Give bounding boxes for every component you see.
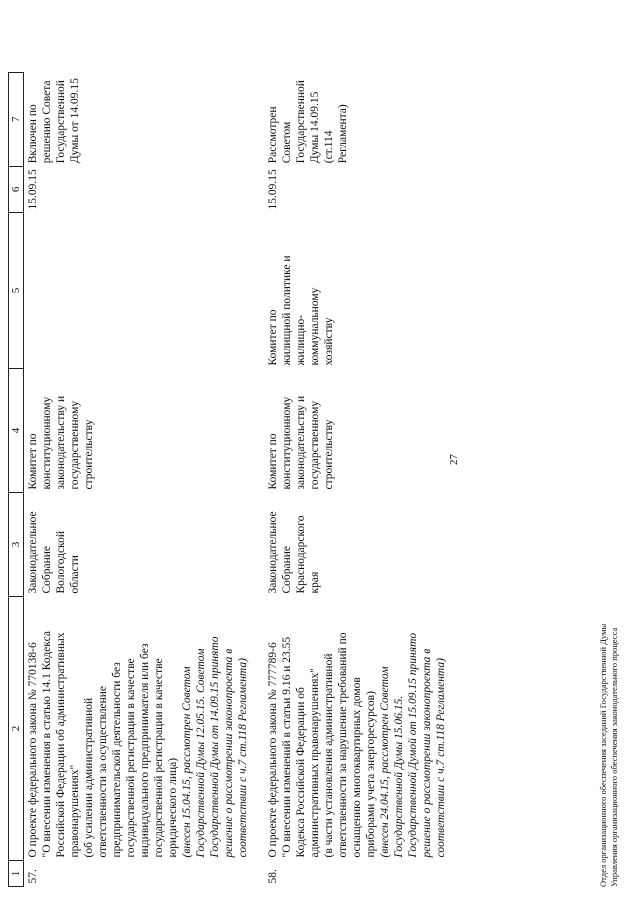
status-cell bbox=[24, 72, 253, 166]
bill-title-line: "О внесении изменений в статьи 9.16 и 23.55 bbox=[281, 636, 293, 858]
initiator-cell bbox=[264, 493, 450, 597]
status-line: (ст.114 Регламента) bbox=[323, 104, 349, 164]
column-header-2: 2 bbox=[9, 597, 24, 861]
footer-department bbox=[598, 624, 620, 887]
bill-title-cell bbox=[264, 597, 450, 861]
committee-line: конституционному bbox=[281, 396, 293, 490]
row-spacer bbox=[252, 72, 264, 886]
bill-title-line: ответственности за осуществление bbox=[97, 685, 109, 858]
initiator-line: Собрание bbox=[281, 545, 293, 594]
page-number: 27 bbox=[448, 454, 460, 465]
committee-line: Комитет по bbox=[27, 433, 39, 490]
footer-line-1: Отдел организационного обеспечения заседаний Государственной Думы bbox=[598, 623, 608, 887]
initiator-line: Собрание bbox=[41, 545, 53, 594]
committee-line: государственному bbox=[309, 400, 321, 490]
bill-title-line: государственной регистрации в качестве bbox=[125, 658, 137, 858]
co-committee-line: жилищной политике и bbox=[281, 255, 293, 366]
footer-line-2: Управления организационного обеспечения законодательного процесса bbox=[609, 627, 619, 887]
bill-note-line: Государственной Думы 15.06.15. bbox=[393, 695, 405, 858]
spacer-cell bbox=[252, 72, 264, 886]
bill-note-line: соответствии с ч.7 ст.118 Регламента) bbox=[237, 658, 249, 858]
bill-title-line: юридического лица) bbox=[167, 757, 179, 858]
bill-title-line: государственной регистрации в качестве bbox=[153, 658, 165, 858]
committee-line: строительству bbox=[323, 419, 335, 490]
responsible-committee-cell bbox=[264, 369, 450, 493]
status-line: Включен по bbox=[27, 104, 39, 164]
bill-note-line: решение о рассмотрении законопроекта в bbox=[421, 648, 433, 858]
column-number-header-row bbox=[9, 72, 24, 886]
bill-note-line: Государственной Думы 12.05.15. Советом bbox=[195, 648, 207, 858]
bill-title-line: (в части установления административной bbox=[323, 653, 335, 858]
bill-title-line: О проекте федерального закона № 770138-6 bbox=[27, 642, 39, 858]
column-header-3: 3 bbox=[9, 493, 24, 597]
column-header-6: 6 bbox=[9, 166, 24, 212]
status-line: Государственной bbox=[55, 80, 67, 164]
column-header-1: 1 bbox=[9, 861, 24, 887]
bill-title-line: "О внесении изменения в статью 14.1 Кодекса bbox=[41, 631, 53, 858]
row-number-cell: 58. bbox=[267, 869, 279, 884]
status-line: решению Совета bbox=[41, 80, 53, 164]
initiator-cell bbox=[24, 493, 253, 597]
committee-line: законодательству и bbox=[295, 395, 307, 490]
status-line: Советом bbox=[281, 121, 293, 164]
table-row bbox=[264, 72, 450, 886]
co-committee-line: коммунальному bbox=[309, 287, 321, 366]
status-cell bbox=[264, 72, 450, 166]
committee-line: государственному bbox=[69, 400, 81, 490]
bill-title-line: Российской Федерации об административных bbox=[55, 632, 67, 858]
bill-title-cell bbox=[24, 597, 253, 861]
bill-title-line: О проекте федерального закона № 777789-6 bbox=[267, 642, 279, 858]
bill-note-line: соответствии с ч.7 ст.118 Регламента) bbox=[435, 658, 447, 858]
bill-title-line: индивидуального предпринимателя или без bbox=[139, 643, 151, 858]
bill-title-line: административных правонарушениях" bbox=[309, 668, 321, 858]
bill-note-line: решение о рассмотрении законопроекта в bbox=[223, 648, 235, 858]
committee-line: законодательству и bbox=[55, 395, 67, 490]
responsible-committee-cell bbox=[24, 369, 253, 493]
status-line: Государственной bbox=[295, 80, 307, 164]
status-line: Думы от 14.09.15 bbox=[69, 78, 81, 164]
co-committee-line: хозяйству bbox=[323, 317, 335, 366]
bills-register-table bbox=[8, 72, 450, 887]
table-body bbox=[24, 72, 451, 886]
table-row bbox=[24, 72, 253, 886]
co-executor-committee-cell bbox=[24, 213, 253, 369]
initiator-line: Вологодской области bbox=[55, 531, 81, 594]
co-executor-committee-cell bbox=[264, 213, 450, 369]
bill-title-line: ответственности за нарушение требований по bbox=[337, 632, 349, 858]
committee-line: Комитет по bbox=[267, 433, 279, 490]
bill-note-line: (внесен 24.04.15, рассмотрен Советом bbox=[379, 666, 391, 858]
bill-note-line: (внесен 15.04.15, рассмотрен Советом bbox=[181, 666, 193, 858]
status-line: Рассмотрен bbox=[267, 106, 279, 164]
initiator-line: Законодательное bbox=[267, 511, 279, 594]
co-committee-line: жилищно- bbox=[295, 314, 307, 366]
bill-note-line: Государственной Думы от 14.09.15 принято bbox=[209, 636, 221, 858]
bill-title-line: приборами учета энергоресурсов) bbox=[365, 691, 377, 858]
committee-line: строительству bbox=[83, 419, 95, 490]
co-committee-line: Комитет по bbox=[267, 309, 279, 366]
initiator-line: Законодательное bbox=[27, 511, 39, 594]
column-header-4: 4 bbox=[9, 369, 24, 493]
row-number-cell: 57. bbox=[27, 869, 39, 884]
initiator-line: Краснодарского края bbox=[295, 515, 321, 594]
committee-line: конституционному bbox=[41, 396, 53, 490]
column-header-5: 5 bbox=[9, 213, 24, 369]
bill-title-line: правонарушениях" bbox=[69, 764, 81, 858]
bill-title-line: Кодекса Российской Федерации об bbox=[295, 687, 307, 858]
date-cell: 15.09.15 bbox=[27, 169, 39, 210]
date-cell: 15.09.15 bbox=[267, 169, 279, 210]
column-header-7: 7 bbox=[9, 72, 24, 166]
status-line: Думы 14.09.15 bbox=[309, 91, 321, 164]
bill-note-line: Государственной Думой от 15.09.15 принято bbox=[407, 632, 419, 858]
bill-title-line: предпринимательской деятельности без bbox=[111, 662, 123, 858]
bill-title-line: (об усилении административной bbox=[83, 697, 95, 858]
bill-title-line: оснащению многоквартирных домов bbox=[351, 677, 363, 858]
